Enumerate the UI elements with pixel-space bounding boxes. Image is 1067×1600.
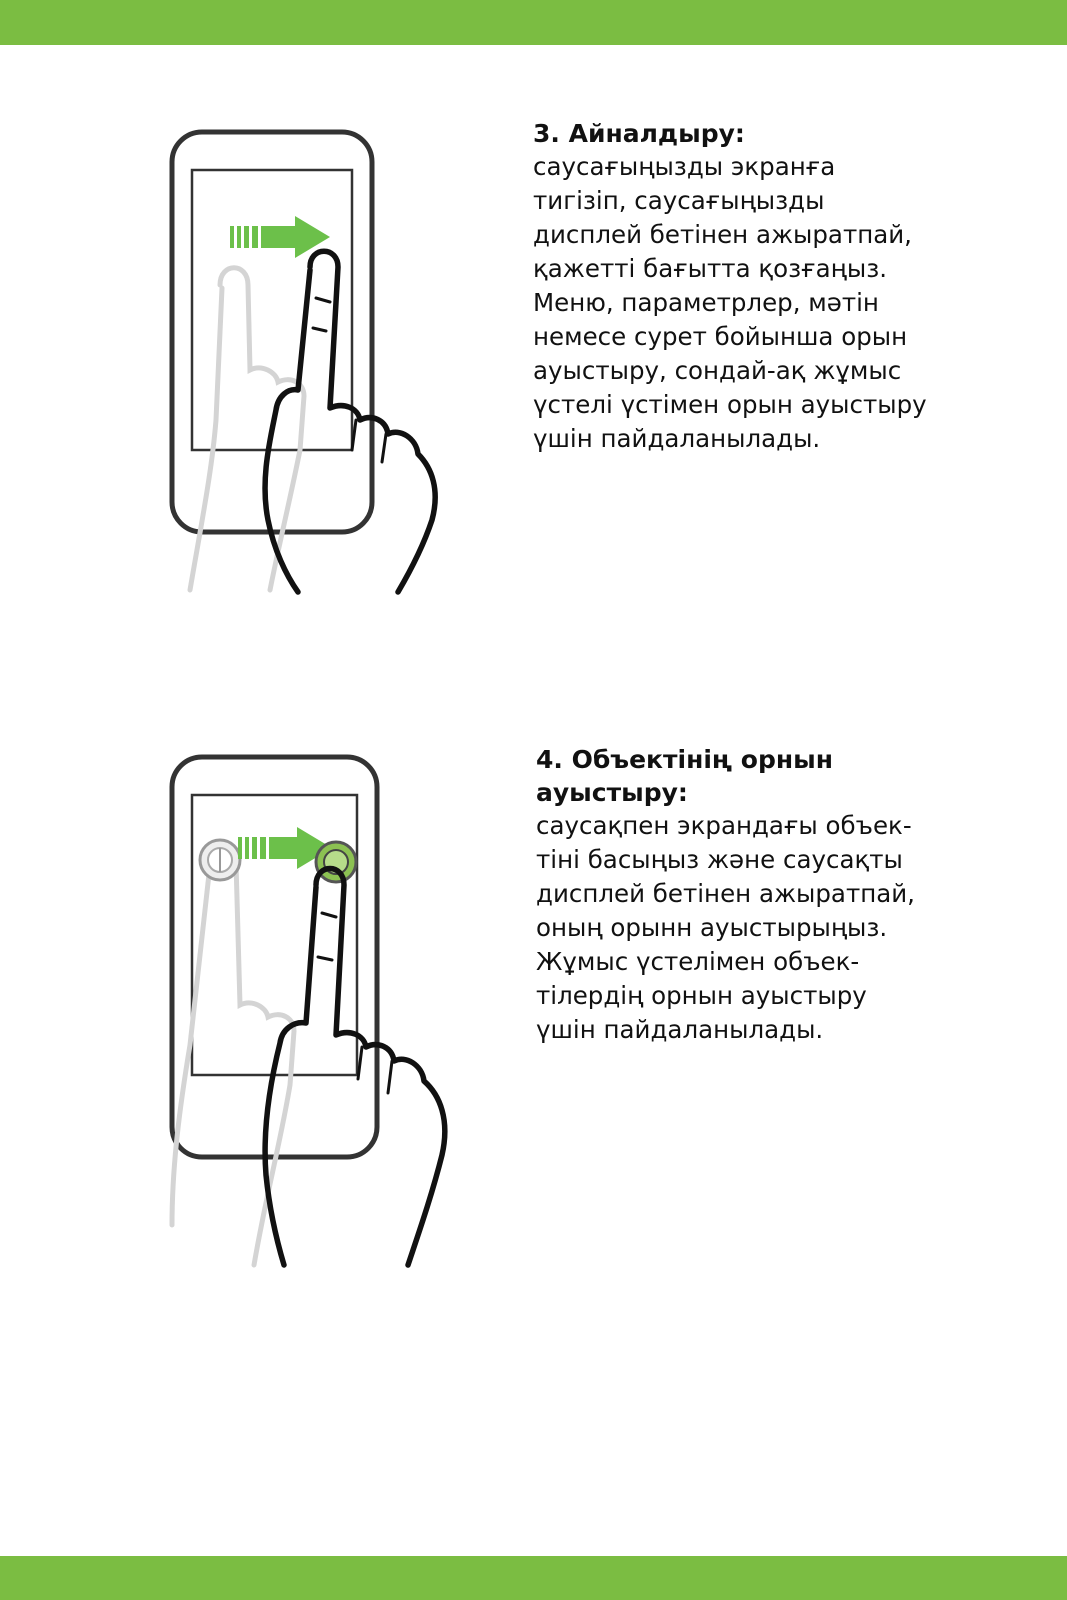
section-4-line: саусақпен экрандағы объек- — [536, 811, 912, 840]
top-green-band — [0, 0, 1067, 45]
section-3-line: қажетті бағытта қозғаңыз. — [533, 254, 888, 283]
source-object-icon — [200, 840, 240, 880]
section-4-title-line: ауыстыру: — [536, 778, 688, 807]
swipe-gesture-icon — [150, 120, 450, 610]
section-3-text — [533, 117, 943, 456]
drag-illustration-svg — [150, 745, 460, 1285]
section-3-line: үшін пайдаланылады. — [533, 424, 821, 453]
section-3-line: дисплей бетінен ажыратпай, — [533, 220, 912, 249]
section-3-line: үстелі үстімен орын ауыстыру — [533, 390, 927, 419]
section-3-line: тигізіп, саусағыңызды — [533, 186, 825, 215]
section-4-line: тіні басыңыз және саусақты — [536, 845, 903, 874]
section-4-title-line: 4. Объектінің орнын — [536, 745, 834, 774]
section-4-line: үшін пайдаланылады. — [536, 1015, 824, 1044]
section-3-line: немесе сурет бойынша орын — [533, 322, 908, 351]
section-4-line: Жұмыс үстелімен объек- — [536, 947, 860, 976]
drag-object-gesture-icon — [150, 745, 460, 1285]
section-4-title — [536, 743, 946, 809]
section-4-line: тілердің орнын ауыстыру — [536, 981, 867, 1010]
section-4-line: оның орынн ауыстырыңыз. — [536, 913, 888, 942]
section-3-line: Меню, параметрлер, мәтін — [533, 288, 879, 317]
section-3-title: 3. Айналдыру: — [533, 119, 745, 148]
target-object-icon — [316, 842, 356, 882]
bottom-green-band — [0, 1556, 1067, 1600]
swipe-illustration-svg — [150, 120, 450, 610]
section-4-text — [536, 743, 946, 1047]
section-3-line: саусағыңызды экранға — [533, 152, 836, 181]
section-3-line: ауыстыру, сондай-ақ жұмыс — [533, 356, 902, 385]
section-4-line: дисплей бетінен ажыратпай, — [536, 879, 915, 908]
